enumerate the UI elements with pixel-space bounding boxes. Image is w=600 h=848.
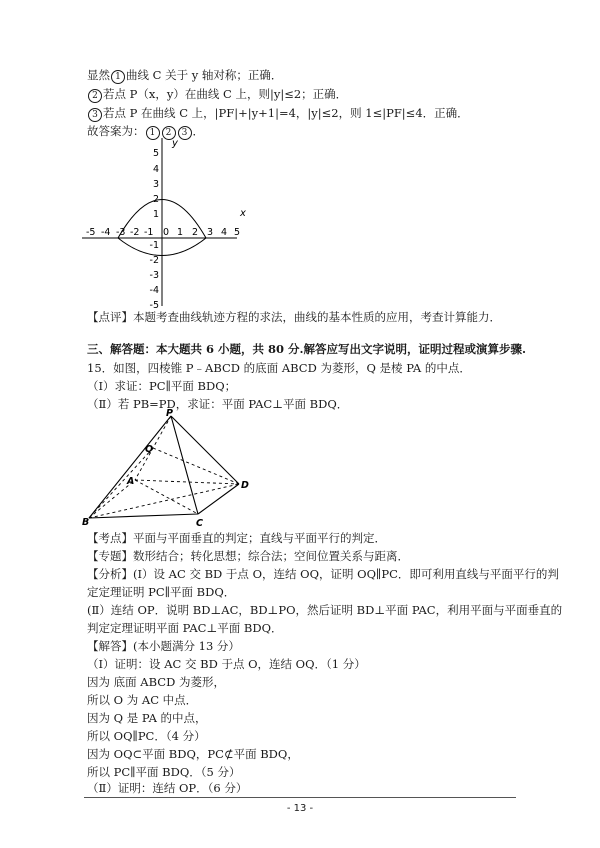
x-tick: 5: [234, 227, 241, 238]
y-tick: -5: [149, 300, 159, 308]
x-tick: 4: [221, 227, 228, 238]
y-tick: 1: [152, 209, 159, 220]
y-tick: -3: [149, 270, 159, 281]
vertex-label-a: A: [127, 476, 135, 487]
text-line-1: [87, 67, 282, 84]
dashed-edges: [89, 416, 239, 518]
y-tick: -1: [149, 240, 159, 251]
vertex-label-p: P: [166, 408, 173, 419]
text-line-3-body: 若点 P 在曲线 C 上，|PF|+|y+1|=4，|y|≤2，则 1≤|PF|≤4．正确．: [103, 106, 469, 120]
page-number: - 13 -: [286, 803, 314, 814]
x-tick: -3: [116, 227, 126, 238]
vertex-label-c: C: [196, 518, 203, 528]
comment-line: 【点评】本题考查曲线轨迹方程的求法，曲线的基本性质的应用，考查计算能力．: [87, 310, 501, 324]
circled-number-2: 2: [88, 89, 102, 103]
solution-line-6: 因为 OQ⊂平面 BDQ，PC⊄平面 BDQ，: [87, 747, 299, 761]
solution-line-8: （Ⅱ）证明：连结 OP．（6 分）: [87, 781, 248, 795]
answer-circled-2: 2: [162, 126, 176, 140]
y-tick: -4: [149, 285, 159, 296]
kaodian-line: 【考点】平面与平面垂直的判定；直线与平面平行的判定．: [87, 531, 386, 545]
zhuanti-line: 【专题】数形结合；转化思想；综合法；空间位置关系与距离．: [87, 549, 409, 563]
answer-suffix: ．: [192, 124, 204, 138]
x-tick: 0: [163, 227, 170, 238]
y-tick: -2: [149, 255, 159, 266]
x-tick: -5: [86, 227, 96, 238]
x-tick: 2: [192, 227, 199, 238]
solution-line-1: （Ⅰ）证明：设 AC 交 BD 于点 O，连结 OQ．（1 分）: [87, 657, 366, 671]
vertex-label-q: Q: [145, 444, 154, 455]
text-line-1-body: 曲线 C 关于 y 轴对称；正确．: [126, 68, 283, 82]
x-tick: -1: [144, 227, 154, 238]
vertex-label-d: D: [241, 480, 249, 491]
y-tick: 2: [152, 194, 159, 205]
x-tick-labels: [86, 227, 240, 238]
answer-circled-1: 1: [146, 126, 160, 140]
x-tick: 1: [177, 227, 184, 238]
analysis-line-2: 定定理证明 PC∥平面 BDQ．: [87, 585, 236, 599]
pyramid-figure: [82, 408, 262, 528]
vertex-label-b: B: [82, 517, 90, 528]
question-15: 15．如图，四棱锥 P﹣ABCD 的底面 ABCD 为菱形，Q 是棱 PA 的中点．: [87, 361, 471, 375]
analysis-line-1: 【分析】(Ⅰ）设 AC 交 BD 于点 O，连结 OQ，证明 OQ∥PC．即可利用直线与平面平行的判: [87, 567, 559, 581]
analysis-line-3: (Ⅱ）连结 OP．说明 BD⊥AC，BD⊥PO，然后证明 BD⊥平面 PAC，利用平面与平面垂直的: [87, 603, 563, 617]
solid-edges: [89, 416, 239, 518]
text-line-2: [87, 86, 347, 103]
y-tick: 5: [152, 148, 159, 159]
curve-graph: [82, 136, 257, 308]
circled-number-3: 3: [88, 108, 102, 122]
answer-circled-3: 3: [178, 126, 192, 140]
text-line-3: [87, 105, 469, 122]
y-tick: 4: [152, 164, 159, 175]
x-axis-label: x: [240, 208, 246, 219]
x-tick: -4: [101, 227, 111, 238]
x-tick: -2: [130, 227, 140, 238]
solution-line-5: 所以 OQ∥PC．（4 分）: [87, 729, 206, 743]
question-15-part-2: （Ⅱ）若 PB=PD，求证：平面 PAC⊥平面 BDQ．: [87, 397, 349, 411]
y-tick: 3: [152, 179, 159, 190]
text-line-2-body: 若点 P（x，y）在曲线 C 上，则|y|≤2；正确．: [103, 87, 348, 101]
solution-line-3: 所以 O 为 AC 中点．: [87, 693, 198, 707]
section-heading: 三、解答题：本大题共 6 小题，共 80 分.解答应写出文字说明，证明过程或演算步骤.: [87, 342, 527, 356]
solution-line-7: 所以 PC∥平面 BDQ．（5 分）: [87, 765, 241, 779]
y-axis-label: y: [172, 138, 178, 149]
circled-number-1: 1: [111, 70, 125, 84]
question-15-part-1: （Ⅰ）求证：PC∥平面 BDQ；: [87, 379, 237, 393]
solution-line-2: 因为 底面 ABCD 为菱形，: [87, 675, 225, 689]
analysis-line-4: 判定定理证明平面 PAC⊥平面 BDQ．: [87, 621, 283, 635]
solution-heading: 【解答】(本小题满分 13 分）: [87, 639, 240, 653]
answer-prefix: 故答案为：: [87, 124, 145, 138]
x-tick: 3: [207, 227, 214, 238]
solution-line-4: 因为 Q 是 PA 的中点，: [87, 711, 207, 725]
text-line-1-prefix: 显然: [87, 68, 110, 82]
footer-divider: [84, 797, 516, 798]
